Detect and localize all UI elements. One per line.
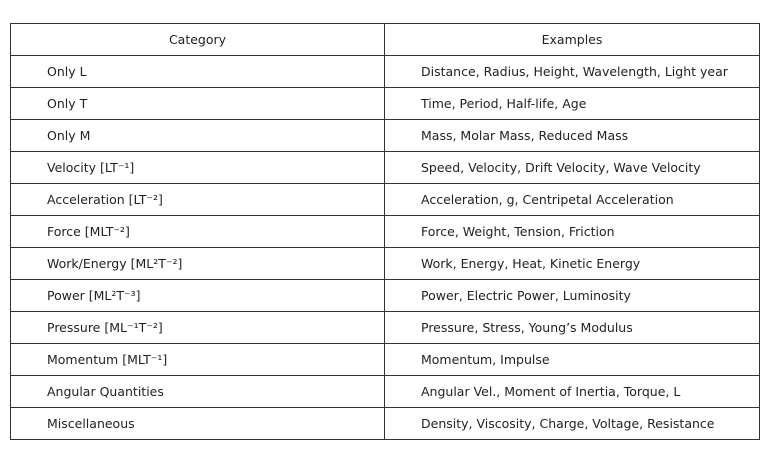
examples-cell: Force, Weight, Tension, Friction <box>385 216 760 248</box>
table-row <box>11 120 760 152</box>
category-cell: Work/Energy [ML²T⁻²] <box>11 248 385 280</box>
category-cell: Pressure [ML⁻¹T⁻²] <box>11 312 385 344</box>
category-cell: Miscellaneous <box>11 408 385 440</box>
table-row <box>11 280 760 312</box>
category-cell: Momentum [MLT⁻¹] <box>11 344 385 376</box>
dimensions-table <box>10 23 760 440</box>
category-cell: Velocity [LT⁻¹] <box>11 152 385 184</box>
table-row <box>11 344 760 376</box>
column-header-examples: Examples <box>385 24 760 56</box>
examples-cell: Momentum, Impulse <box>385 344 760 376</box>
table-row <box>11 312 760 344</box>
column-header-category: Category <box>11 24 385 56</box>
dimensions-table-container <box>10 23 759 440</box>
table-row <box>11 184 760 216</box>
examples-cell: Angular Vel., Moment of Inertia, Torque, L <box>385 376 760 408</box>
examples-cell: Mass, Molar Mass, Reduced Mass <box>385 120 760 152</box>
category-cell: Only T <box>11 88 385 120</box>
examples-cell: Power, Electric Power, Luminosity <box>385 280 760 312</box>
examples-cell: Distance, Radius, Height, Wavelength, Light year <box>385 56 760 88</box>
examples-cell: Density, Viscosity, Charge, Voltage, Resistance <box>385 408 760 440</box>
table-row <box>11 88 760 120</box>
table-row <box>11 408 760 440</box>
category-cell: Acceleration [LT⁻²] <box>11 184 385 216</box>
table-header-row <box>11 24 760 56</box>
category-cell: Force [MLT⁻²] <box>11 216 385 248</box>
table-row <box>11 376 760 408</box>
examples-cell: Work, Energy, Heat, Kinetic Energy <box>385 248 760 280</box>
category-cell: Power [ML²T⁻³] <box>11 280 385 312</box>
category-cell: Only L <box>11 56 385 88</box>
table-row <box>11 248 760 280</box>
table-row <box>11 216 760 248</box>
examples-cell: Acceleration, g, Centripetal Acceleration <box>385 184 760 216</box>
examples-cell: Time, Period, Half-life, Age <box>385 88 760 120</box>
category-cell: Angular Quantities <box>11 376 385 408</box>
table-row <box>11 152 760 184</box>
category-cell: Only M <box>11 120 385 152</box>
table-row <box>11 56 760 88</box>
examples-cell: Pressure, Stress, Young’s Modulus <box>385 312 760 344</box>
examples-cell: Speed, Velocity, Drift Velocity, Wave Velocity <box>385 152 760 184</box>
